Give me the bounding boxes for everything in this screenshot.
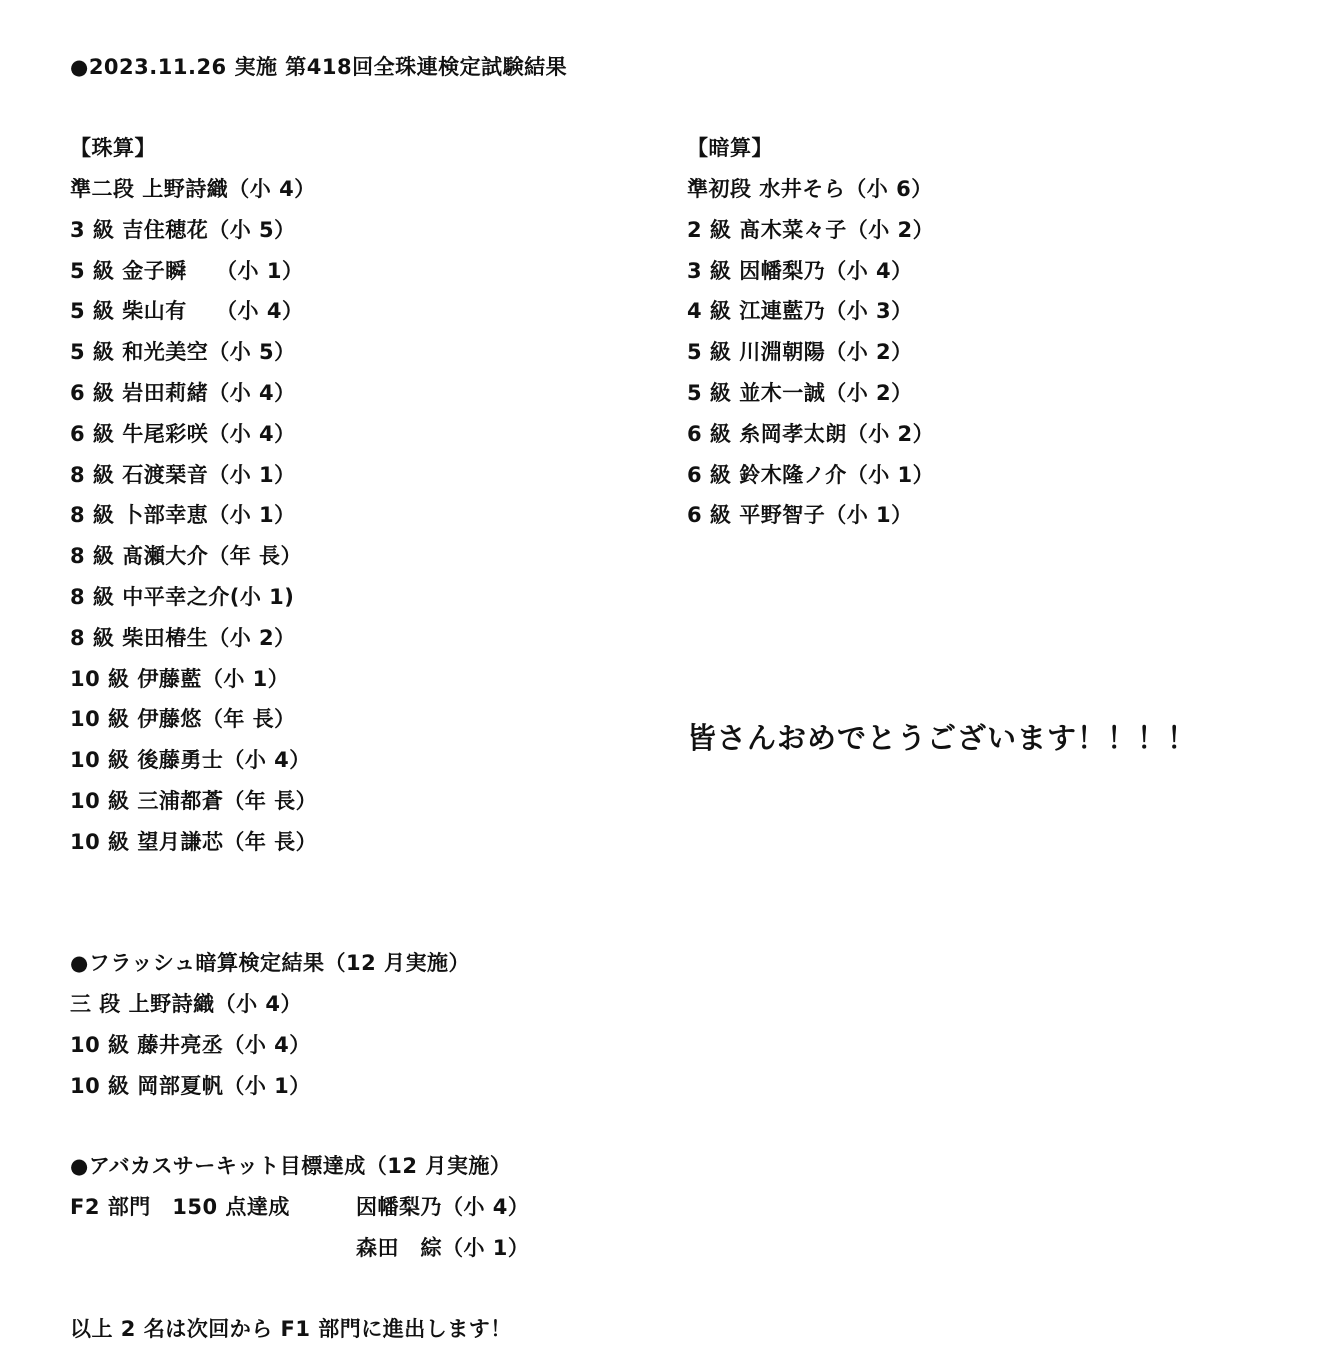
anzan-result-item: 準初段 水井そら（小 6） [687,177,933,201]
anzan-result-item: 3 級 因幡梨乃（小 4） [687,259,913,283]
anzan-result-item: 6 級 鈴木隆ノ介（小 1） [687,463,935,487]
anzan-result-item: 6 級 平野智子（小 1） [687,503,913,527]
soroban-result-item: 8 級 髙瀬大介（年 長） [70,544,303,568]
flash-result-item: 三 段 上野詩織（小 4） [70,992,303,1016]
abacus-circuit-header: ●アバカスサーキット目標達成（12 月実施） [70,1154,512,1178]
document-title: ●2023.11.26 実施 第418回全珠連検定試験結果 [70,55,568,79]
soroban-result-item: 6 級 岩田莉緒（小 4） [70,381,296,405]
soroban-result-item: 8 級 柴田椿生（小 2） [70,626,296,650]
soroban-result-item: 8 級 卜部幸恵（小 1） [70,503,296,527]
soroban-result-item: 準二段 上野詩織（小 4） [70,177,316,201]
soroban-result-item: 10 級 伊藤藍（小 1） [70,667,290,691]
flash-header: ●フラッシュ暗算検定結果（12 月実施） [70,951,471,975]
abacus-circuit-division: F2 部門 150 点達成 [70,1195,290,1219]
anzan-result-item: 4 級 江連藍乃（小 3） [687,299,913,323]
soroban-result-item: 6 級 牛尾彩咲（小 4） [70,422,296,446]
congratulations-message: 皆さんおめでとうございます！！！！ [687,721,1198,755]
abacus-circuit-name: 森田 綜（小 1） [356,1236,530,1260]
soroban-result-item: 10 級 後藤勇士（小 4） [70,748,311,772]
anzan-result-item: 5 級 川淵朝陽（小 2） [687,340,913,364]
soroban-result-item: 5 級 柴山有 （小 4） [70,299,304,323]
soroban-result-item: 10 級 望月謙芯（年 長） [70,830,318,854]
soroban-result-item: 8 級 石渡琹音（小 1） [70,463,296,487]
soroban-result-item: 10 級 伊藤悠（年 長） [70,707,296,731]
anzan-result-item: 6 級 糸岡孝太朗（小 2） [687,422,935,446]
soroban-result-item: 5 級 金子瞬 （小 1） [70,259,304,283]
anzan-result-item: 5 級 並木一誠（小 2） [687,381,913,405]
soroban-result-item: 3 級 吉住穂花（小 5） [70,218,296,242]
anzan-result-item: 2 級 髙木菜々子（小 2） [687,218,935,242]
flash-result-item: 10 級 藤井亮丞（小 4） [70,1033,311,1057]
abacus-circuit-name: 因幡梨乃（小 4） [356,1195,530,1219]
soroban-header: 【珠算】 [70,136,156,160]
abacus-circuit-note: 以上 2 名は次回から F1 部門に進出します！ [70,1317,512,1341]
anzan-header: 【暗算】 [687,136,773,160]
flash-result-item: 10 級 岡部夏帆（小 1） [70,1074,311,1098]
soroban-result-item: 10 級 三浦都蒼（年 長） [70,789,318,813]
soroban-result-item: 5 級 和光美空（小 5） [70,340,296,364]
soroban-result-item: 8 級 中平幸之介(小 1) [70,585,295,609]
